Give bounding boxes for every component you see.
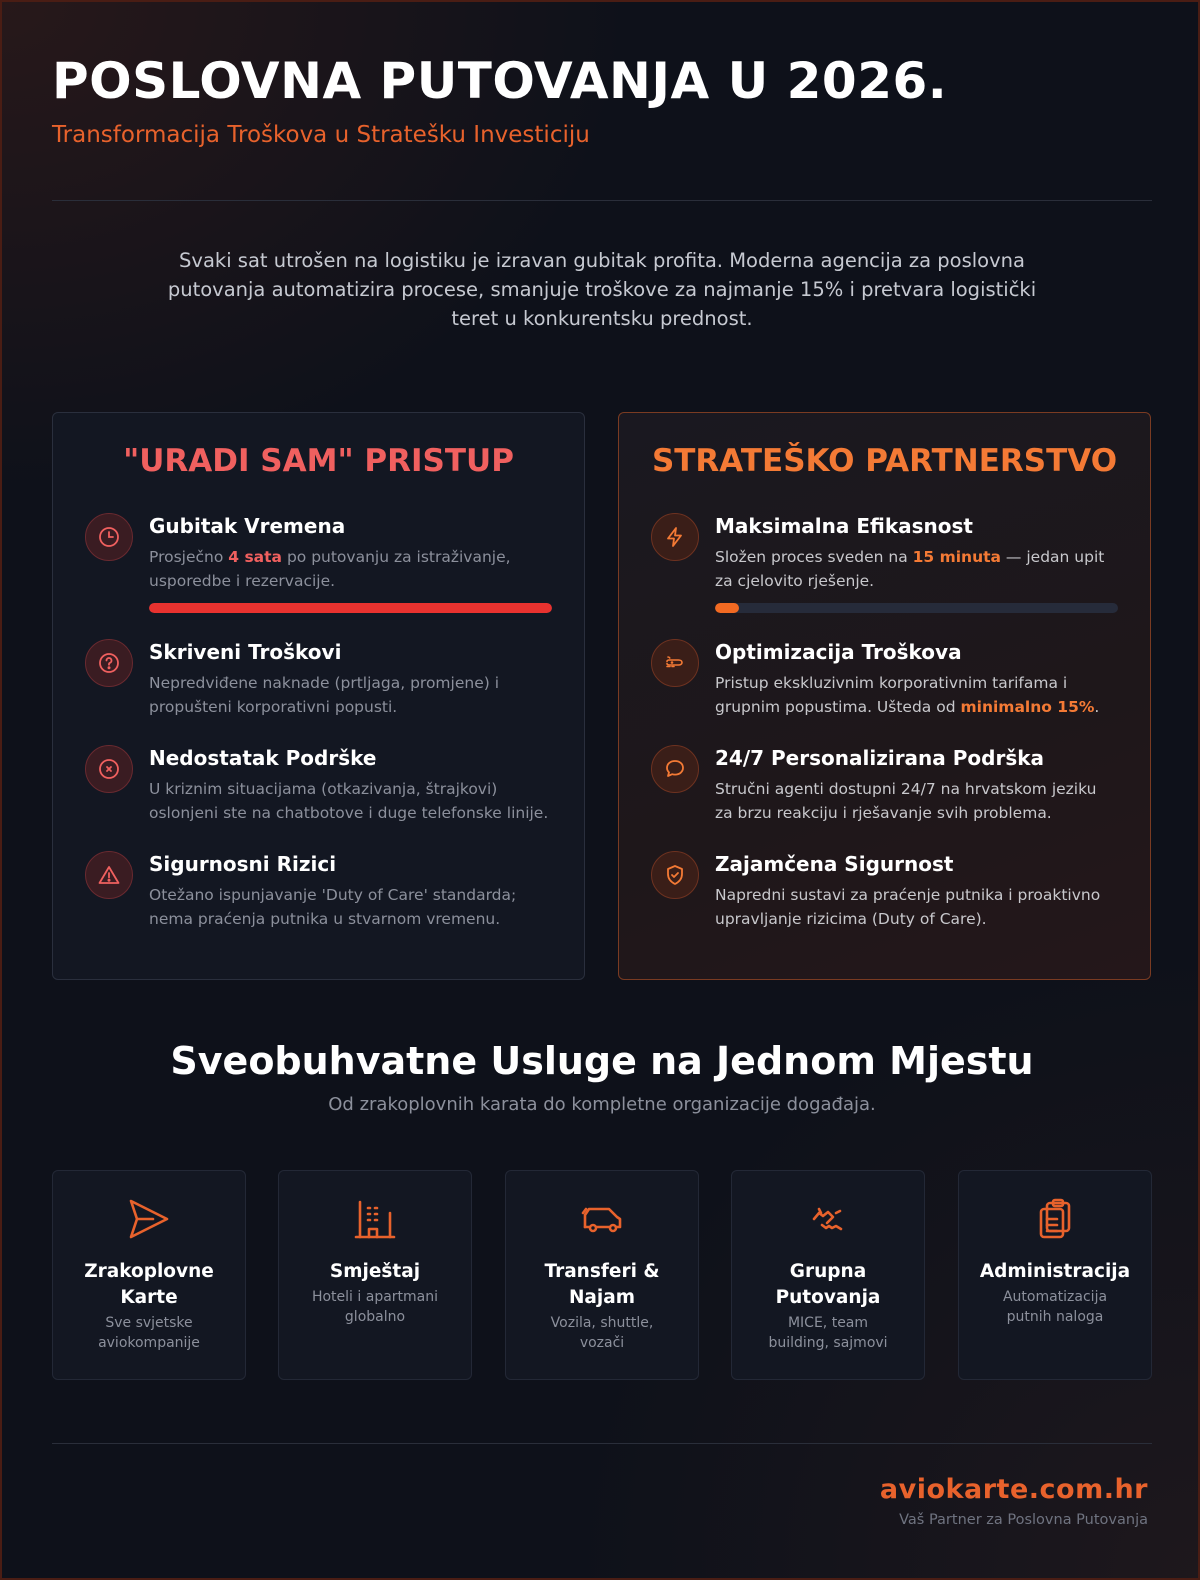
shield-check-icon xyxy=(651,851,699,899)
x-circle-icon xyxy=(85,745,133,793)
intro-text: Svaki sat utrošen na logistiku je izravan gubitak profita. Moderna agencija za poslovna putovanja automatizira procese, smanjuje troškove za najmanje 15% i pretvara logistički teret u konkurentsku prednost. xyxy=(167,249,1037,330)
item-title: Optimizacija Troškova xyxy=(715,640,962,664)
service-card-flights xyxy=(52,1170,246,1380)
brand-tagline: Vaš Partner za Poslovna Putovanja xyxy=(899,1512,1148,1528)
service-title: Administracija xyxy=(979,1261,1131,1282)
item-title: Maksimalna Efikasnost xyxy=(715,514,973,538)
warning-triangle-icon xyxy=(85,851,133,899)
time-bar xyxy=(149,603,552,613)
piggy-bank-icon xyxy=(651,639,699,687)
question-circle-icon xyxy=(85,639,133,687)
highlight: 4 sata xyxy=(228,548,283,566)
item-text: U kriznim situacijama (otkazivanja, štrajkovi) oslonjeni ste na chatbotove i duge telefonske linije. xyxy=(149,780,549,822)
handshake-icon xyxy=(806,1226,850,1245)
service-title: Zrakoplovne Karte xyxy=(84,1261,214,1308)
highlight: minimalno 15% xyxy=(960,698,1095,716)
paper-plane-icon xyxy=(127,1226,171,1245)
car-icon xyxy=(580,1226,624,1245)
item-title: 24/7 Personalizirana Podrška xyxy=(715,746,1045,770)
service-subtitle: Vozila, shuttle, vozači xyxy=(550,1315,654,1351)
item-title: Zajamčena Sigurnost xyxy=(715,852,954,876)
time-bar-fill xyxy=(149,603,552,613)
clipboard-icon xyxy=(1033,1226,1077,1245)
item-title: Sigurnosni Rizici xyxy=(149,852,337,876)
partner-item-security xyxy=(651,851,1118,931)
diy-item-hidden-costs xyxy=(85,639,552,719)
footer-divider xyxy=(52,1443,1152,1444)
page-subtitle: Transformacija Troškova u Stratešku Investiciju xyxy=(52,122,590,148)
lightning-icon xyxy=(651,513,699,561)
services-subtitle: Od zrakoplovnih karata do kompletne organizacije događaja. xyxy=(328,1094,876,1115)
clock-icon xyxy=(85,513,133,561)
item-text: Napredni sustavi za praćenje putnika i proaktivno upravljanje rizicima (Duty of Care). xyxy=(715,886,1101,928)
service-subtitle: Sve svjetske aviokompanije xyxy=(98,1315,200,1351)
brand-link[interactable]: aviokarte.com.hr xyxy=(879,1474,1148,1505)
efficiency-bar-fill xyxy=(715,603,739,613)
diy-item-security xyxy=(85,851,552,931)
diy-card xyxy=(52,412,585,980)
service-card-administration xyxy=(958,1170,1152,1380)
item-title: Nedostatak Podrške xyxy=(149,746,377,770)
service-title: Transferi & Najam xyxy=(544,1261,660,1308)
diy-item-time xyxy=(85,513,552,613)
item-text: Nepredviđene naknade (prtljaga, promjene) i propušteni korporativni popusti. xyxy=(149,674,500,716)
item-text: Složen proces sveden na 15 minuta — jedan upit za cjelovito rješenje. xyxy=(715,548,1105,590)
header xyxy=(52,52,1152,150)
partner-item-costs xyxy=(651,639,1118,719)
service-subtitle: MICE, team building, sajmovi xyxy=(768,1315,888,1351)
highlight: 15 minuta xyxy=(912,548,1001,566)
partner-card-title: STRATEŠKO PARTNERSTVO xyxy=(651,443,1118,479)
service-card-transfers xyxy=(505,1170,699,1380)
service-card-accommodation xyxy=(278,1170,472,1380)
item-text: Stručni agenti dostupni 24/7 na hrvatskom jeziku za brzu reakciju i rješavanje svih problema. xyxy=(715,780,1097,822)
service-title: Grupna Putovanja xyxy=(775,1261,881,1308)
item-text: Prosječno 4 sata po putovanju za istraživanje, usporedbe i rezervacije. xyxy=(149,548,511,590)
service-subtitle: Automatizacija putnih naloga xyxy=(1002,1289,1108,1325)
services-title: Sveobuhvatne Usluge na Jednom Mjestu xyxy=(170,1039,1034,1083)
partner-item-support xyxy=(651,745,1118,825)
item-title: Skriveni Troškovi xyxy=(149,640,342,664)
service-card-groups xyxy=(731,1170,925,1380)
partner-item-efficiency xyxy=(651,513,1118,613)
efficiency-bar xyxy=(715,603,1118,613)
partner-card xyxy=(618,412,1151,980)
item-text: Pristup ekskluzivnim korporativnim tarifama i grupnim popustima. Ušteda od minimalno 15%. xyxy=(715,674,1100,716)
chat-bubble-icon xyxy=(651,745,699,793)
page-title: POSLOVNA PUTOVANJA U 2026. xyxy=(52,52,948,110)
diy-item-support xyxy=(85,745,552,825)
divider xyxy=(52,200,1152,201)
service-subtitle: Hoteli i apartmani globalno xyxy=(311,1289,439,1325)
service-title: Smještaj xyxy=(329,1261,421,1282)
diy-card-title: "URADI SAM" PRISTUP xyxy=(123,443,514,479)
item-text: Otežano ispunjavanje 'Duty of Care' standarda; nema praćenja putnika u stvarnom vremenu. xyxy=(149,886,517,928)
building-icon xyxy=(353,1226,397,1245)
item-title: Gubitak Vremena xyxy=(149,514,346,538)
